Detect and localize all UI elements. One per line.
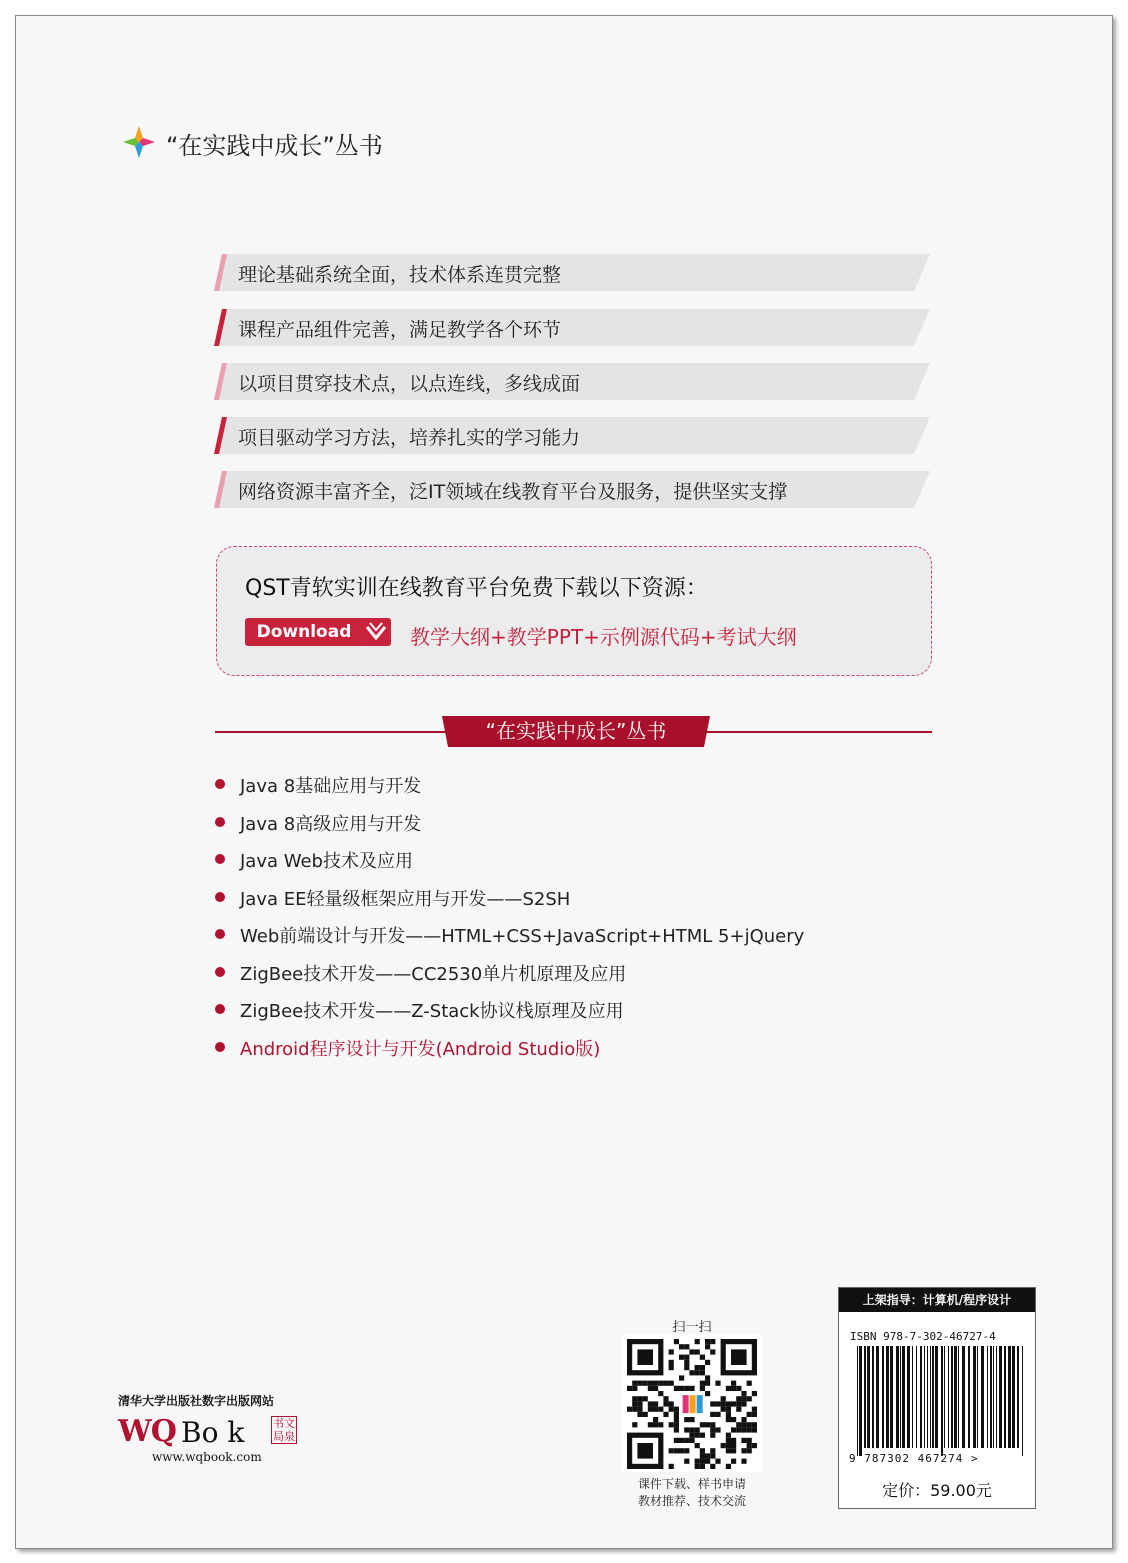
qr-caption-1: 课件下载、样书申请 <box>637 1477 746 1491</box>
book-title: Java EE轻量级框架应用与开发——S2SH <box>240 888 571 910</box>
wqbook-logo <box>118 1414 308 1450</box>
qr-caption-2: 教材推荐、技术交流 <box>637 1494 746 1508</box>
series-banner-text: “在实践中成长”丛书 <box>485 719 667 743</box>
download-badge <box>245 618 391 646</box>
series-banner <box>442 716 710 747</box>
bullet-dot-icon <box>215 967 225 977</box>
book-title: ZigBee技术开发——Z-Stack协议栈原理及应用 <box>240 1001 624 1022</box>
feature-item <box>214 309 930 346</box>
logo-wq: WQ <box>118 1414 176 1449</box>
bullet-dot-icon <box>215 929 225 939</box>
book-price: 定价：59.00元 <box>882 1481 992 1500</box>
feature-item <box>214 471 930 508</box>
bullet-dot-icon <box>215 1042 225 1052</box>
book-title: Web前端设计与开发——HTML+CSS+JavaScript+HTML 5+jQuery <box>240 926 805 947</box>
feature-item <box>214 363 930 400</box>
publisher-block <box>118 1392 308 1464</box>
qr-block <box>620 1316 764 1508</box>
barcode-digits: 9 787302 467274 > <box>849 1452 979 1465</box>
resource-download-box <box>216 546 932 676</box>
feature-item <box>214 417 930 454</box>
feature-text: 网络资源丰富齐全，泛IT领域在线教育平台及服务，提供坚实支撑 <box>238 481 788 503</box>
resource-headline: QST青软实训在线教育平台免费下载以下资源： <box>245 576 708 601</box>
feature-text: 以项目贯穿技术点，以点连线，多线成面 <box>238 373 581 395</box>
four-petal-star-icon <box>121 124 157 160</box>
book-back-cover <box>15 15 1113 1549</box>
feature-text: 项目驱动学习方法，培养扎实的学习能力 <box>238 427 581 449</box>
logo-book: Bo k <box>181 1416 245 1449</box>
publisher-name: 清华大学出版社数字出版网站 <box>118 1394 275 1408</box>
series-title: “在实践中成长”丛书 <box>166 132 383 160</box>
feature-text: 课程产品组件完善，满足教学各个环节 <box>238 319 562 341</box>
feature-text: 理论基础系统全面，技术体系连贯完整 <box>238 264 562 286</box>
book-title: Android程序设计与开发(Android Studio版) <box>240 1038 601 1060</box>
isbn-box <box>838 1287 1036 1509</box>
logo-seal: 书文局泉 <box>273 1417 295 1443</box>
resource-items: 教学大纲+教学PPT+示例源代码+考试大纲 <box>410 625 797 649</box>
book-title: ZigBee技术开发——CC2530单片机原理及应用 <box>240 963 627 985</box>
book-title: Java 8高级应用与开发 <box>240 813 422 835</box>
qr-code[interactable] <box>622 1334 762 1472</box>
bullet-dot-icon <box>215 892 225 902</box>
book-title: Java Web技术及应用 <box>240 851 413 872</box>
book-title: Java 8基础应用与开发 <box>240 776 422 797</box>
shelf-guide: 上架指导：计算机/程序设计 <box>839 1288 1035 1312</box>
isbn-barcode <box>857 1346 1025 1456</box>
qr-scan-label: 扫一扫 <box>672 1320 712 1335</box>
bullet-dot-icon <box>215 854 225 864</box>
bullet-dot-icon <box>215 817 225 827</box>
bullet-dot-icon <box>215 1004 225 1014</box>
publisher-url: www.wqbook.com <box>152 1450 262 1464</box>
feature-item <box>214 254 930 291</box>
isbn-number: ISBN 978-7-302-46727-4 <box>850 1330 996 1343</box>
download-label: Download <box>245 618 363 646</box>
download-arrow-icon <box>361 618 391 646</box>
bullet-dot-icon <box>215 779 225 789</box>
